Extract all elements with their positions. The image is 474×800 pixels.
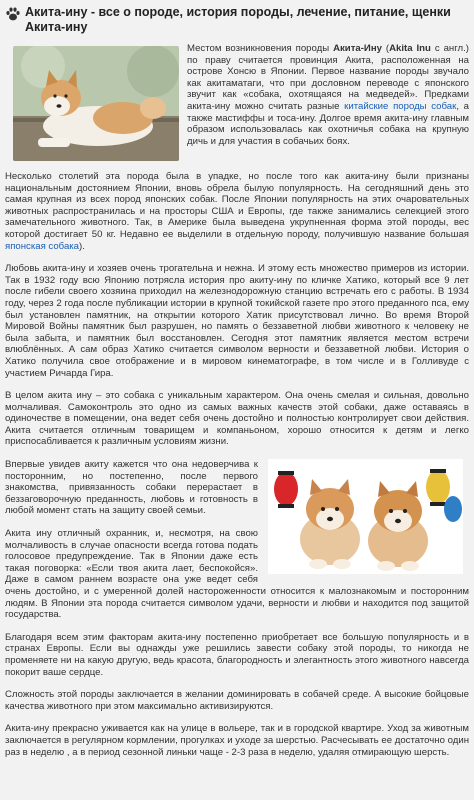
chinese-breeds-link[interactable]: китайские породы собак <box>344 100 457 112</box>
history-paragraph: Несколько столетий эта порода была в упадке, но после того как акита-ину были признаны национальным достоянием Японии, вновь обрела былую популярность. На сегодняшний день это самая крупная из всех пород японских собак. После Японии популярность на этих очаровательных животных распространилась и на просторы США и Европы, где также занимались селекцией этого замечательного животного. Так, в Америке была выведена укрупненная форма этой породы, вес которой достигает 50 кг. Недавно ее выделили в отдельную породу, получившую название большая японская собака). <box>5 171 469 252</box>
puppies-photo <box>268 459 463 574</box>
paw-icon <box>5 6 21 22</box>
character-paragraph: В целом акита ину – это собака с уникальным характером. Она очень смелая и сильная, довольно молчаливая. Самоконтроль это одно из самых важных качеств этой собаки, даже оставаясь в одиночестве в помещении, она ведет себя очень достойно и полностью контролирует свои действия. Акита считается отличным товарищем и компаньоном, хорошо относится к детям и легко приспосабливается к различным условиям жизни. <box>5 390 469 448</box>
japanese-dog-link[interactable]: японская собака <box>5 240 80 252</box>
intro-paragraph: Местом возникновения породы Акита-Ину (Akita Inu с англ.) по праву считается провинция Акита, расположенная на острове Хонсю в Японии. Первое название породы звучало как акитаматаги, что при дословном переводе с японского звучит как «собака, охотящаяся на медведей». Предками акита-ину можно считать разные китайские породы собак, а также мастиффы и тоса-ину. Долгое время акита-ину главным образом использовалась как охотничья собака на крупную дичь и для участия в собачьих боях. <box>187 43 470 147</box>
first-impression-paragraph: Впервые увидев акиту кажется что она недоверчива к посторонним, но постепенно, после первого знакомства, привязанность собаки перерастает в беззаговорочную преданность, любовь и готовность в любой момент стать на защиту своей семьи. <box>5 459 258 517</box>
guard-paragraph: Акита ину отличный охранник, и, несмотря, на свою молчаливость в случае опасности всегда готова подать голосовое предупреждение. Так в Японии даже есть такая поговорка: «Если твоя акита лает, беспокойся». Даже в самом раннем возрасте она уже ведет себя очень достойно, и с умеренной долей настороженности относится к малознакомым и посторонним людям. В Японии эта порода считается символом удачи, верности и любви и находится под защитой государства. <box>5 528 469 621</box>
difficulty-paragraph: Сложность этой породы заключается в желании доминировать в собачей среде. А высокие бойцовые качества животного при этом максимально активизируются. <box>5 689 469 712</box>
care-paragraph: Акита-ину прекрасно уживается как на улице в вольере, так и в городской квартире. Уход за животным заключается в регулярном кормлении, прогулках и уходе за шерстью. Расчесывать ее достаточно один раз в неделю , а в период сезонной линьки чаще - 2-3 раза в неделю, удаляя отмирающую шерсть. <box>5 723 469 758</box>
page-title: Акита-ину - все о породе, история породы, лечение, питание, щенки Акита-ину <box>25 5 451 34</box>
akita-photo <box>13 46 179 161</box>
hachiko-paragraph: Любовь акита-ину и хозяев очень трогательна и нежна. И этому есть множество примеров из истории. Так в 1932 году всю Японию потрясла история про акиту-ину по кличке Хатико, который все 9 лет после гибели своего хозяина приходил на железнодорожную станцию встречать его с работы. В 1934 году, через 2 года после публикации истории в крупной токийской газете про этого преданного пса, ему был установлен памятник, на открытии которого Хатик присутствовал лично. Во время Второй Мировой Войны памятник был разрушен, но память о беззаветной любви животного к человеку не была забыта, и памятник был восстановлен. Сегодня этот памятник является местом встречи влюблённых. А сам образ Хатико считается символом верности и беззаветной любви. История о Хатико получила свое отображение и в мировом кинематографе, в том числе и в Голливуде с участием Ричарда Гира. <box>5 263 469 379</box>
popularity-paragraph: Благодаря всем этим факторам акита-ину постепенно приобретает все большую популярность и в странах Европы. Если вы однажды уже решились завести собаку этой породы, то никогда не променяете ни на какую другую, ведь красота, благородность и элегантность этого животного навсегда покорит ваше сердце. <box>5 631 469 678</box>
article-header <box>5 0 469 35</box>
